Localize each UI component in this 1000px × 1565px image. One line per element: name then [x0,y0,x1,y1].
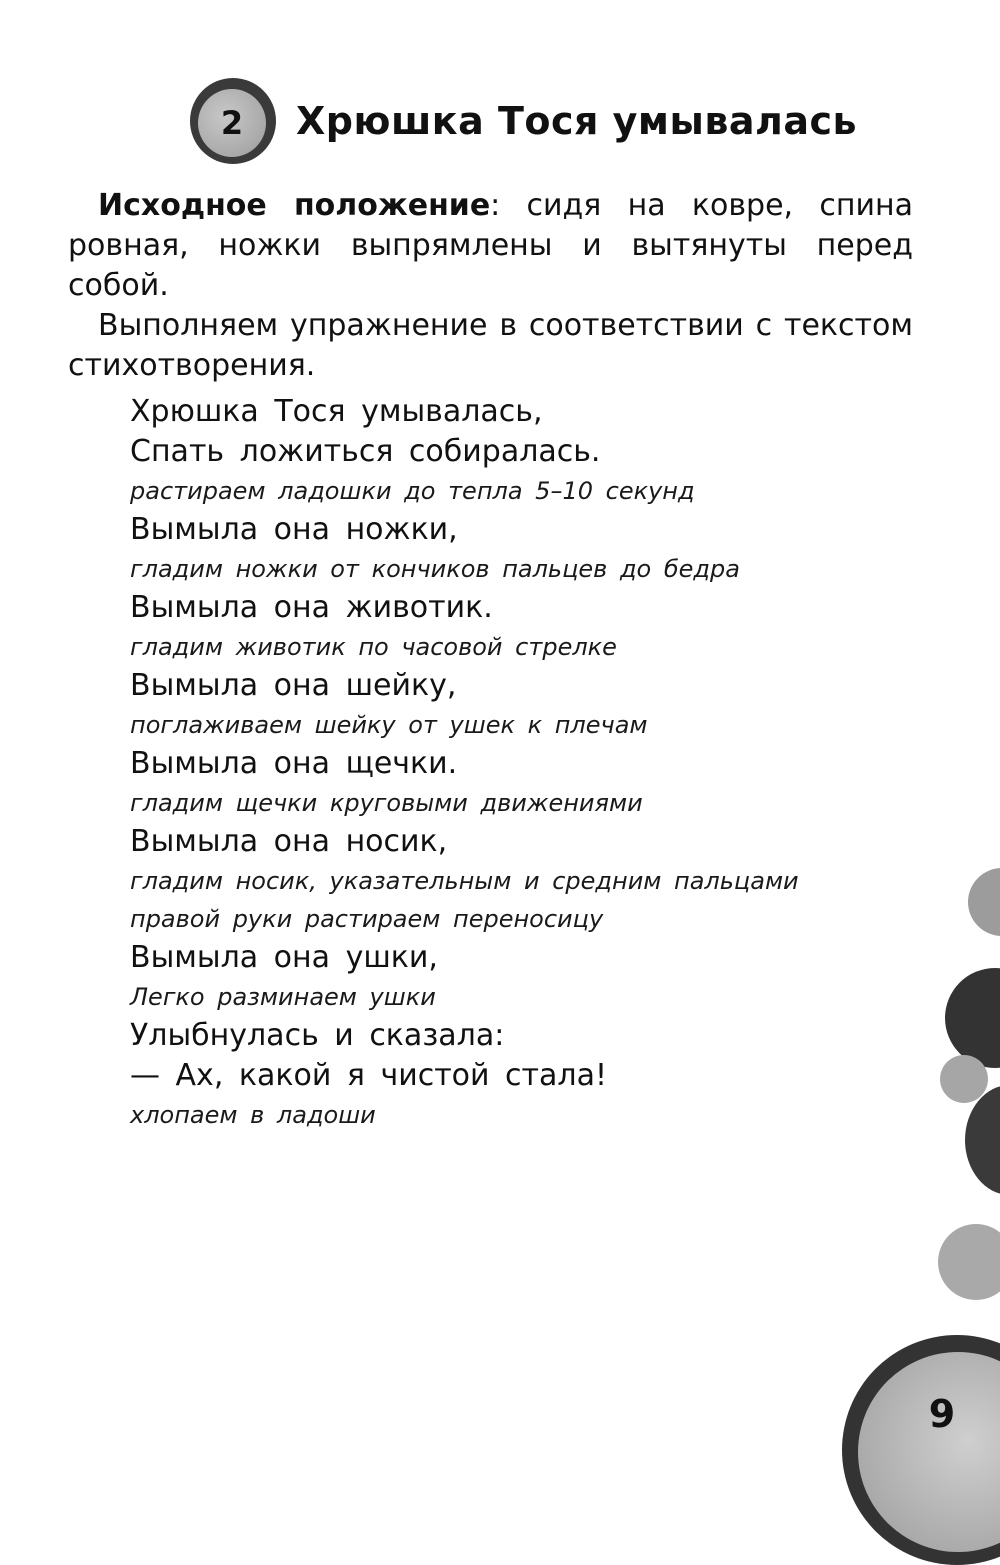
exercise-instruction: гладим щечки круговыми движениями [130,789,643,817]
poem-line: Вымыла она животик. [130,590,493,625]
intro-text [68,186,913,386]
exercise-instruction: правой руки растираем переносицу [130,905,604,933]
decorative-circle [945,968,1000,1068]
exercise-instruction: хлопаем в ладоши [130,1101,376,1129]
poem-line: Вымыла она щечки. [130,746,458,781]
poem [130,392,850,1134]
poem-line: — Ах, какой я чистой стала! [130,1058,607,1093]
page-number: 9 [928,1392,956,1436]
exercise-number-badge [190,78,276,164]
poem-line: Хрюшка Тося умывалась, [130,394,543,429]
poem-line: Улыбнулась и сказала: [130,1018,505,1053]
exercise-header [190,78,857,164]
exercise-number: 2 [220,104,244,142]
exercise-title: Хрюшка Тося умывалась [296,99,858,143]
starting-position-text: : сидя на ковре, спина ровная, ножки выпрямлены и вытянуты перед собой. [68,188,913,303]
exercise-instruction: Легко разминаем ушки [130,983,436,1011]
exercise-instruction: поглаживаем шейку от ушек к плечам [130,711,648,739]
instruction-paragraph: Выполняем упражнение в соответствии с текстом стихотворения. [68,308,913,383]
poem-line: Спать ложиться собиралась. [130,434,601,469]
decorative-circle [968,868,1000,936]
decorative-circle [938,1224,1000,1300]
poem-line: Вымыла она носик, [130,824,448,859]
exercise-instruction: гладим ножки от кончиков пальцев до бедра [130,555,740,583]
poem-line: Вымыла она ушки, [130,940,438,975]
poem-line: Вымыла она шейку, [130,668,457,703]
poem-line: Вымыла она ножки, [130,512,458,547]
exercise-instruction: гладим животик по часовой стрелке [130,633,617,661]
starting-position-label: Исходное положение [98,188,491,223]
exercise-instruction: гладим носик, указательным и средним пальцами [130,867,799,895]
starting-position-paragraph [68,186,913,306]
exercise-instruction: растираем ладошки до тепла 5–10 секунд [130,477,695,505]
decorative-circle [940,1055,988,1103]
